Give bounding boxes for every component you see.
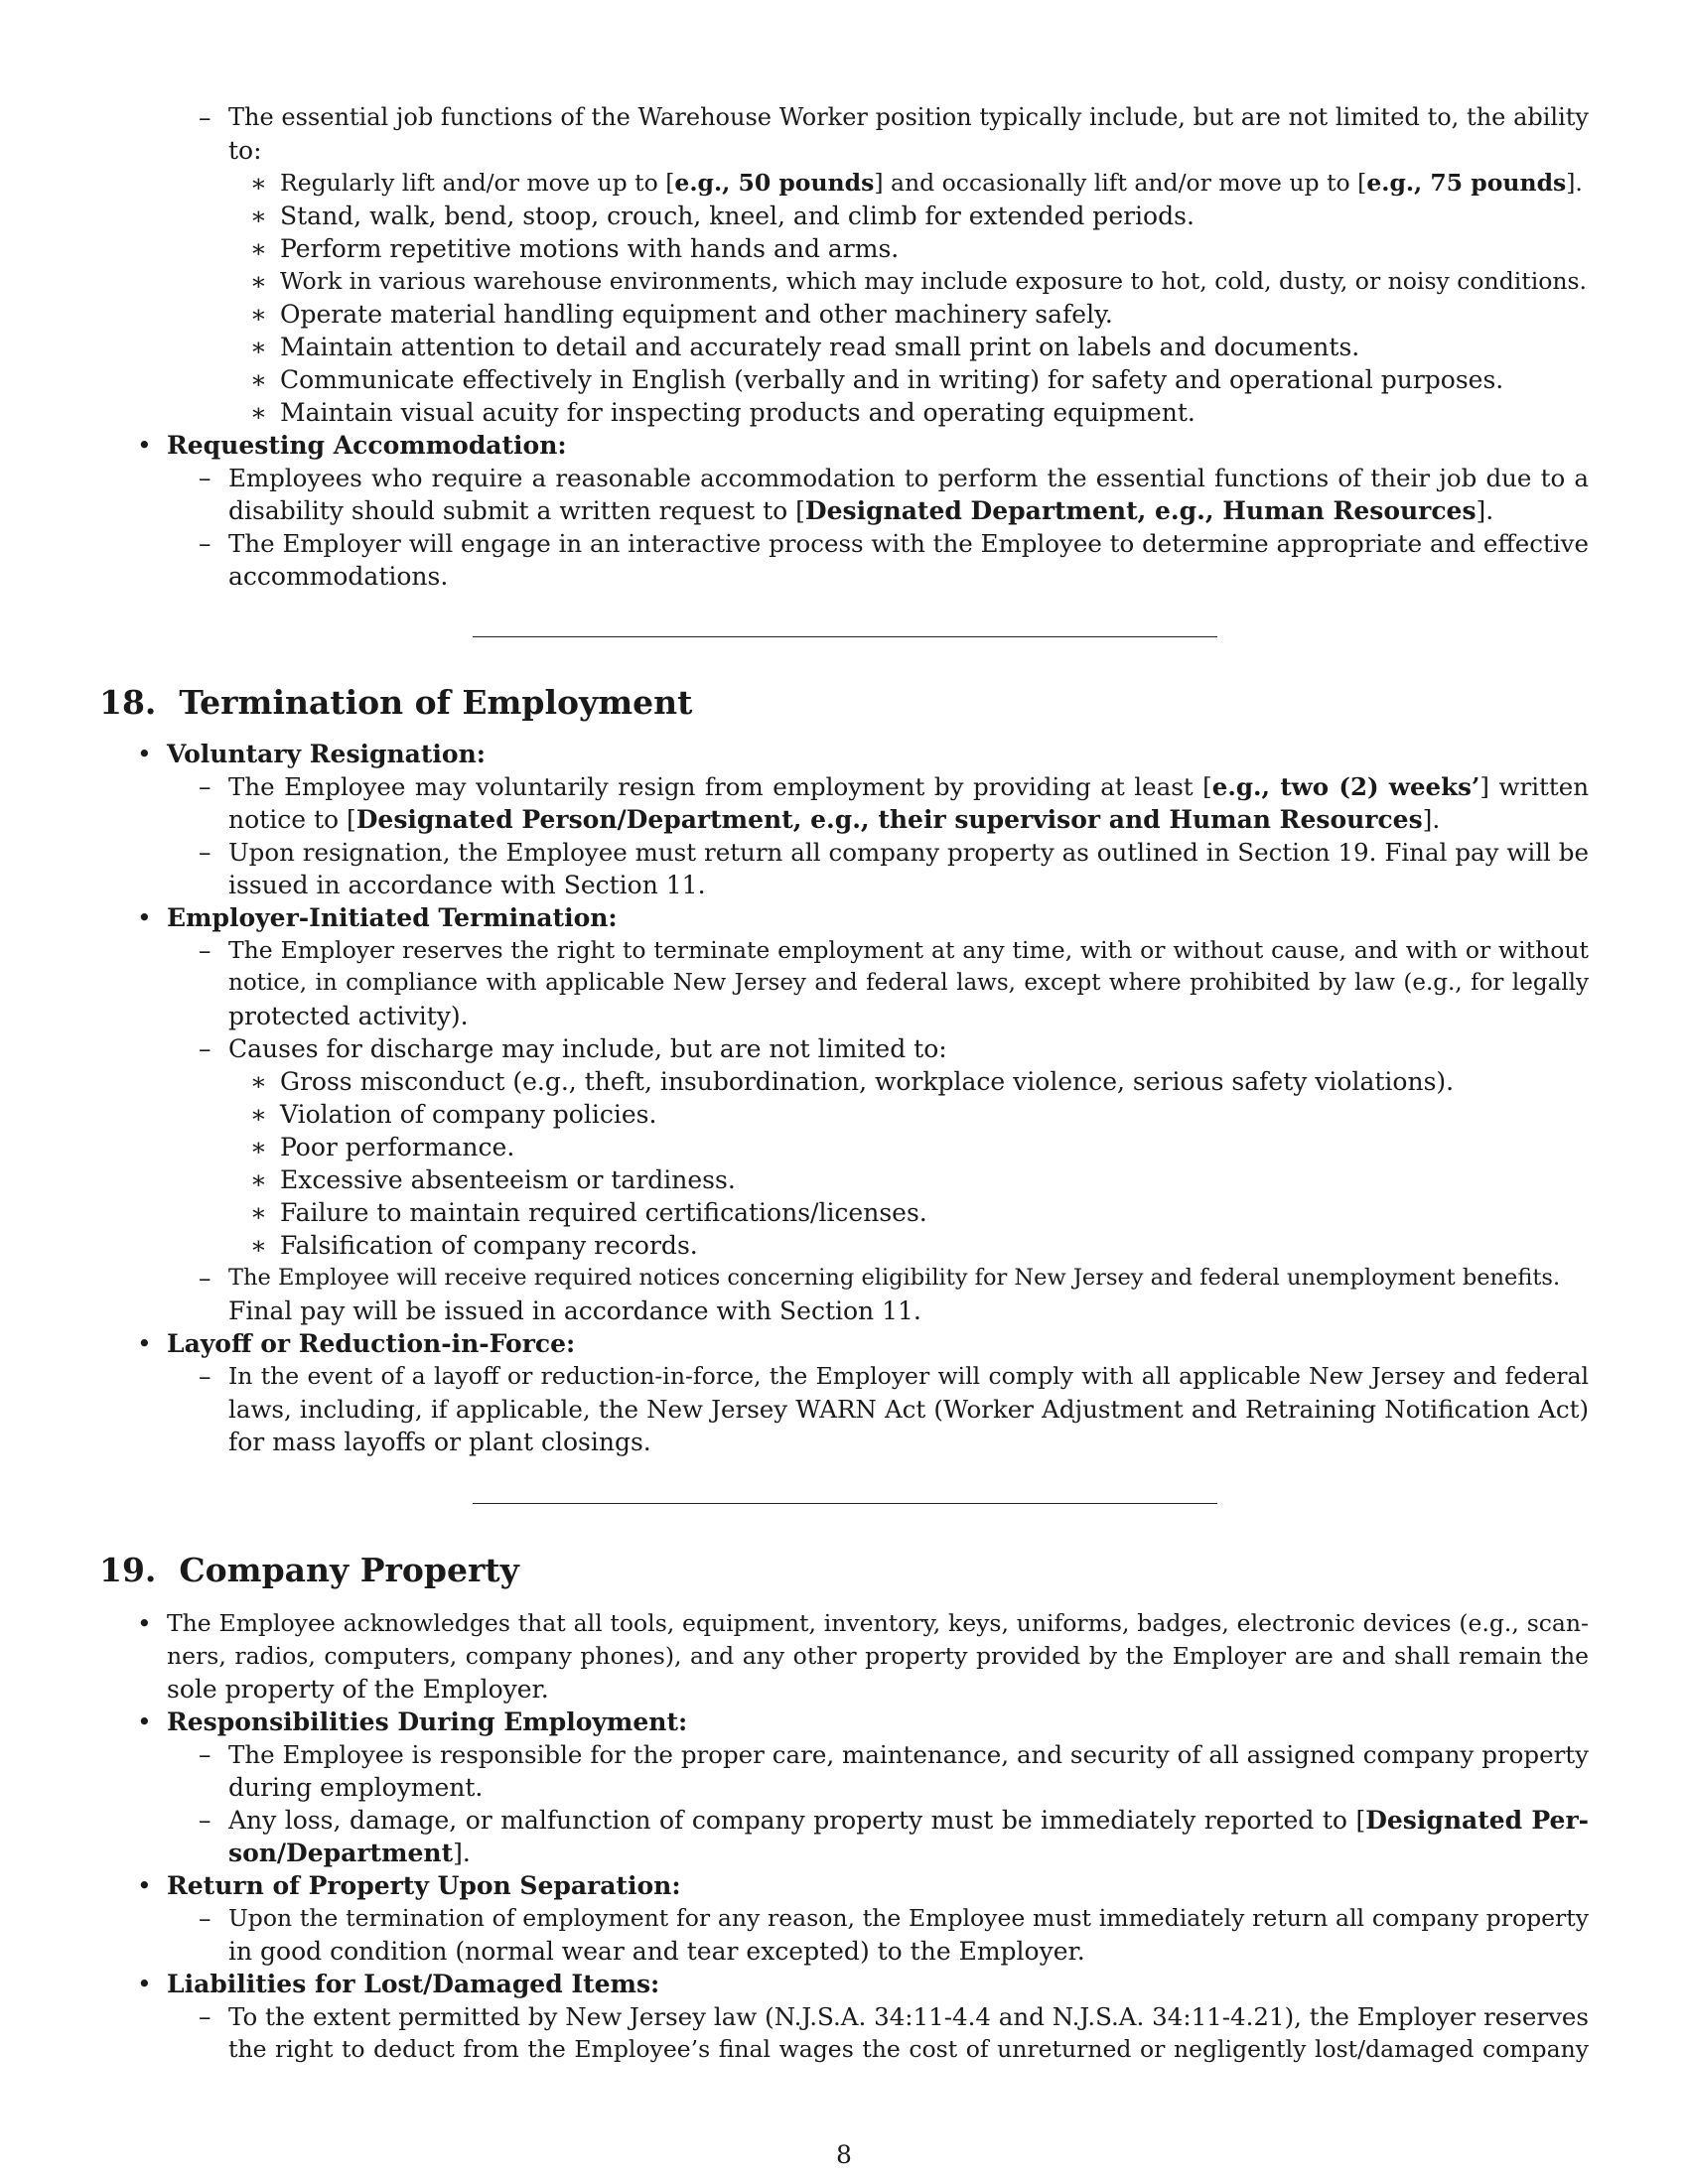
bullet-marker: • xyxy=(137,1871,152,1900)
paragraph-line: The Employer will engage in an interactive process with the Employee to determine appropriate and effective xyxy=(228,529,1589,558)
dash-marker: – xyxy=(199,1362,211,1391)
dash-marker: – xyxy=(199,2002,211,2031)
job-function-item: Operate material handling equipment and other machinery safely. xyxy=(280,300,1113,329)
asterisk-marker: ∗ xyxy=(250,1198,267,1227)
asterisk-marker: ∗ xyxy=(250,398,267,427)
section-divider xyxy=(473,1503,1217,1504)
dash-marker: – xyxy=(199,772,211,801)
asterisk-marker: ∗ xyxy=(250,1165,267,1194)
bullet-marker: • xyxy=(137,431,152,460)
asterisk-marker: ∗ xyxy=(250,365,267,394)
paragraph-line: The Employer reserves the right to terminate employment at any time, with or without cause, and with or without xyxy=(228,936,1589,964)
dash-marker: – xyxy=(199,1264,211,1293)
section-heading-18: 18. Termination of Employment xyxy=(99,683,693,722)
bullet-marker: • xyxy=(137,1707,152,1736)
paragraph-line: To the extent permitted by New Jersey law (N.J.S.A. 34:11-4.4 and N.J.S.A. 34:11-4.21), the Employer reserves xyxy=(228,2002,1589,2031)
functions-intro-line: The essential job functions of the Warehouse Worker position typically include, but are not limited to, the ability xyxy=(228,103,1589,131)
discharge-cause-item: Excessive absenteeism or tardiness. xyxy=(280,1165,736,1194)
dash-marker: – xyxy=(199,936,211,965)
paragraph-line: accommodations. xyxy=(228,562,449,591)
asterisk-marker: ∗ xyxy=(250,202,267,230)
paragraph-line: The Employee is responsible for the proper care, maintenance, and security of all assigned company property xyxy=(228,1740,1589,1769)
paragraph-line: sole property of the Employer. xyxy=(167,1675,549,1704)
functions-intro-line: to: xyxy=(228,136,262,165)
job-function-item: Communicate effectively in English (verbally and in writing) for safety and operational purposes. xyxy=(280,365,1504,394)
paragraph-line: the right to deduct from the Employee’s final wages the cost of unreturned or negligently lost/damaged company xyxy=(228,2035,1589,2063)
paragraph-line: notice to [Designated Person/Department, e.g., their supervisor and Human Resources]. xyxy=(228,805,1441,834)
dash-marker: – xyxy=(199,464,211,492)
paragraph-line: issued in accordance with Section 11. xyxy=(228,871,706,899)
paragraph-line: son/Department]. xyxy=(228,1839,471,1867)
discharge-cause-item: Violation of company policies. xyxy=(280,1100,657,1129)
dash-marker: – xyxy=(199,1806,211,1835)
asterisk-marker: ∗ xyxy=(250,169,267,198)
subsection-title: Liabilities for Lost/Damaged Items: xyxy=(167,1970,660,1998)
asterisk-marker: ∗ xyxy=(250,1067,267,1096)
paragraph-line: In the event of a layoff or reduction-in-force, the Employer will comply with all applicable New Jersey and federal xyxy=(228,1362,1589,1390)
subsection-title: Responsibilities During Employment: xyxy=(167,1707,688,1736)
subsection-title: Employer-Initiated Termination: xyxy=(167,903,618,932)
job-function-item: Work in various warehouse environments, which may include exposure to hot, cold, dusty, or noisy conditions. xyxy=(280,267,1588,295)
paragraph-line: The Employee acknowledges that all tools, equipment, inventory, keys, uniforms, badges, electronic devices (e.g., scan- xyxy=(167,1609,1589,1637)
subsection-title: Requesting Accommodation: xyxy=(167,431,567,460)
discharge-cause-item: Falsification of company records. xyxy=(280,1231,698,1260)
asterisk-marker: ∗ xyxy=(250,1100,267,1129)
subsection-title: Voluntary Resignation: xyxy=(167,740,487,768)
dash-marker: – xyxy=(199,838,211,867)
job-function-item: Regularly lift and/or move up to [e.g., 50 pounds] and occasionally lift and/or move up to [e.g., 75 pounds]. xyxy=(280,169,1583,197)
job-function-item: Stand, walk, bend, stoop, crouch, kneel, and climb for extended periods. xyxy=(280,202,1195,230)
dash-marker: – xyxy=(199,103,211,132)
paragraph-line: notice, in compliance with applicable New Jersey and federal laws, except where prohibited by law (e.g., for legally xyxy=(228,970,1589,996)
paragraph-line: in good condition (normal wear and tear excepted) to the Employer. xyxy=(228,1937,1085,1966)
paragraph-line: Upon the termination of employment for any reason, the Employee must immediately return all company property xyxy=(228,1904,1589,1932)
paragraph-line: disability should submit a written request to [Designated Department, e.g., Human Resources]. xyxy=(228,496,1494,525)
paragraph-line: The Employee may voluntarily resign from employment by providing at least [e.g., two (2) weeks’] written xyxy=(228,772,1589,801)
job-function-item: Maintain visual acuity for inspecting products and operating equipment. xyxy=(280,398,1196,427)
discharge-cause-item: Poor performance. xyxy=(280,1133,515,1161)
job-function-item: Maintain attention to detail and accurately read small print on labels and documents. xyxy=(280,333,1360,361)
bullet-marker: • xyxy=(137,1609,152,1638)
asterisk-marker: ∗ xyxy=(250,333,267,361)
dash-marker: – xyxy=(199,1904,211,1933)
dash-marker: – xyxy=(199,529,211,558)
paragraph-line: for mass layoffs or plant closings. xyxy=(228,1428,651,1456)
paragraph-line: laws, including, if applicable, the New Jersey WARN Act (Worker Adjustment and Retraining Notification Act) xyxy=(228,1395,1589,1424)
bullet-marker: • xyxy=(137,1329,152,1358)
paragraph-line: Employees who require a reasonable accommodation to perform the essential functions of their job due to a xyxy=(228,464,1589,492)
discharge-cause-item: Gross misconduct (e.g., theft, insubordination, workplace violence, serious safety violations). xyxy=(280,1067,1455,1096)
paragraph-line: Final pay will be issued in accordance with Section 11. xyxy=(228,1297,921,1325)
paragraph-line: ners, radios, computers, company phones), and any other property provided by the Employer are and shall remain the xyxy=(167,1642,1589,1670)
bullet-marker: • xyxy=(137,1970,152,1998)
paragraph-line: Causes for discharge may include, but are not limited to: xyxy=(228,1034,947,1063)
asterisk-marker: ∗ xyxy=(250,234,267,263)
bullet-marker: • xyxy=(137,903,152,932)
job-function-item: Perform repetitive motions with hands and arms. xyxy=(280,234,900,263)
subsection-title: Return of Property Upon Separation: xyxy=(167,1871,681,1900)
section-divider xyxy=(473,636,1217,637)
section-heading-19: 19. Company Property xyxy=(99,1551,519,1589)
dash-marker: – xyxy=(199,1034,211,1063)
paragraph-line: The Employee will receive required notices concerning eligibility for New Jersey and federal unemployment benefits. xyxy=(228,1265,1561,1291)
asterisk-marker: ∗ xyxy=(250,267,267,296)
paragraph-line: Upon resignation, the Employee must return all company property as outlined in Section 19. Final pay will be xyxy=(228,838,1589,867)
asterisk-marker: ∗ xyxy=(250,300,267,329)
discharge-cause-item: Failure to maintain required certifications/licenses. xyxy=(280,1198,927,1227)
bullet-marker: • xyxy=(137,740,152,768)
asterisk-marker: ∗ xyxy=(250,1133,267,1161)
asterisk-marker: ∗ xyxy=(250,1231,267,1260)
paragraph-line: Any loss, damage, or malfunction of company property must be immediately reported to [Designated Per- xyxy=(228,1806,1589,1835)
page-number: 8 xyxy=(836,2140,852,2169)
paragraph-line: protected activity). xyxy=(228,1002,469,1030)
subsection-title: Layoff or Reduction-in-Force: xyxy=(167,1329,576,1358)
dash-marker: – xyxy=(199,1740,211,1769)
paragraph-line: during employment. xyxy=(228,1773,484,1802)
